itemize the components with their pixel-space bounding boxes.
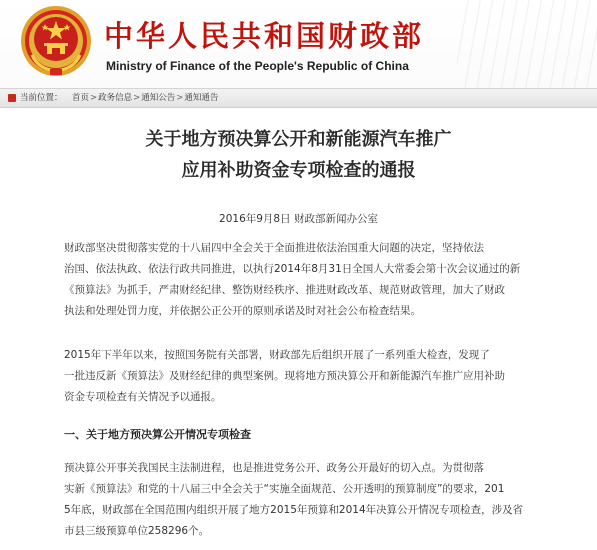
national-emblem-icon <box>18 3 94 79</box>
paragraph-line: 《预算法》为抓手，严肃财经纪律、整饬财经秩序、推进财政改革、规范财政管理，加大了财政 <box>64 284 505 296</box>
breadcrumb-item-government-info[interactable]: 政务信息 <box>98 93 133 103</box>
paragraph-line: 执法和处理处罚力度，并依据公正公开的原则承诺及时对社会公布检查结果。 <box>64 305 421 317</box>
article-title-line: 关于地方预决算公开和新能源汽车推广 <box>145 129 452 150</box>
breadcrumb-item-circulars[interactable]: 通知通告 <box>184 93 219 103</box>
paragraph-line: 2015年下半年以来，按照国务院有关部署，财政部先后组织开展了一系列重大检查，发现了 <box>64 349 490 361</box>
paragraph-line: 实新《预算法》和党的十八届三中全会关于“实施全面规范、公开透明的预算制度”的要求，201 <box>64 483 505 495</box>
site-header <box>0 0 597 88</box>
article-paragraph <box>64 345 549 408</box>
breadcrumb-item-notices[interactable]: 通知公告 <box>141 93 176 103</box>
breadcrumb-separator: > <box>90 93 98 103</box>
paragraph-line: 市县三级预算单位258296个。 <box>64 525 210 537</box>
article-date-source: 2016年9月8日 财政部新闻办公室 <box>219 213 378 225</box>
location-flag-icon <box>8 94 16 102</box>
breadcrumb-item-home[interactable]: 首页 <box>72 93 90 103</box>
article-title-line: 应用补助资金专项检查的通报 <box>181 160 416 181</box>
article-paragraph <box>64 458 549 542</box>
paragraph-line: 财政部坚决贯彻落实党的十八届四中全会关于全面推进依法治国重大问题的决定，坚持依法 <box>64 242 484 254</box>
breadcrumb-separator: > <box>133 93 141 103</box>
paragraph-line: 预决算公开事关我国民主法制进程，也是推进党务公开、政务公开最好的切入点。为贯彻落 <box>64 462 484 474</box>
paragraph-line: 一批违反新《预算法》及财经纪律的典型案例。现将地方预决算公开和新能源汽车推广应用补助 <box>64 370 505 382</box>
paragraph-line: 资金专项检查有关情况予以通报。 <box>64 391 222 403</box>
breadcrumb-trail <box>72 89 218 107</box>
breadcrumb <box>0 88 597 108</box>
section-heading: 一、关于地方预决算公开情况专项检查 <box>64 428 251 441</box>
site-title: 中华人民共和国财政部 <box>104 19 425 53</box>
breadcrumb-separator: > <box>176 93 184 103</box>
article-title <box>0 124 597 186</box>
site-subtitle: Ministry of Finance of the People's Republic of China <box>106 59 409 73</box>
paragraph-line: 5年底，财政部在全国范围内组织开展了地方2015年预算和2014年决算公开情况专项检查，涉及省 <box>64 504 524 516</box>
header-decoration <box>457 0 597 88</box>
paragraph-line: 治国、依法执政、依法行政共同推进，以执行2014年8月31日全国人大常委会第十次会议通过的新 <box>64 263 521 275</box>
article-paragraph <box>64 238 549 322</box>
breadcrumb-label: 当前位置： <box>20 93 63 103</box>
